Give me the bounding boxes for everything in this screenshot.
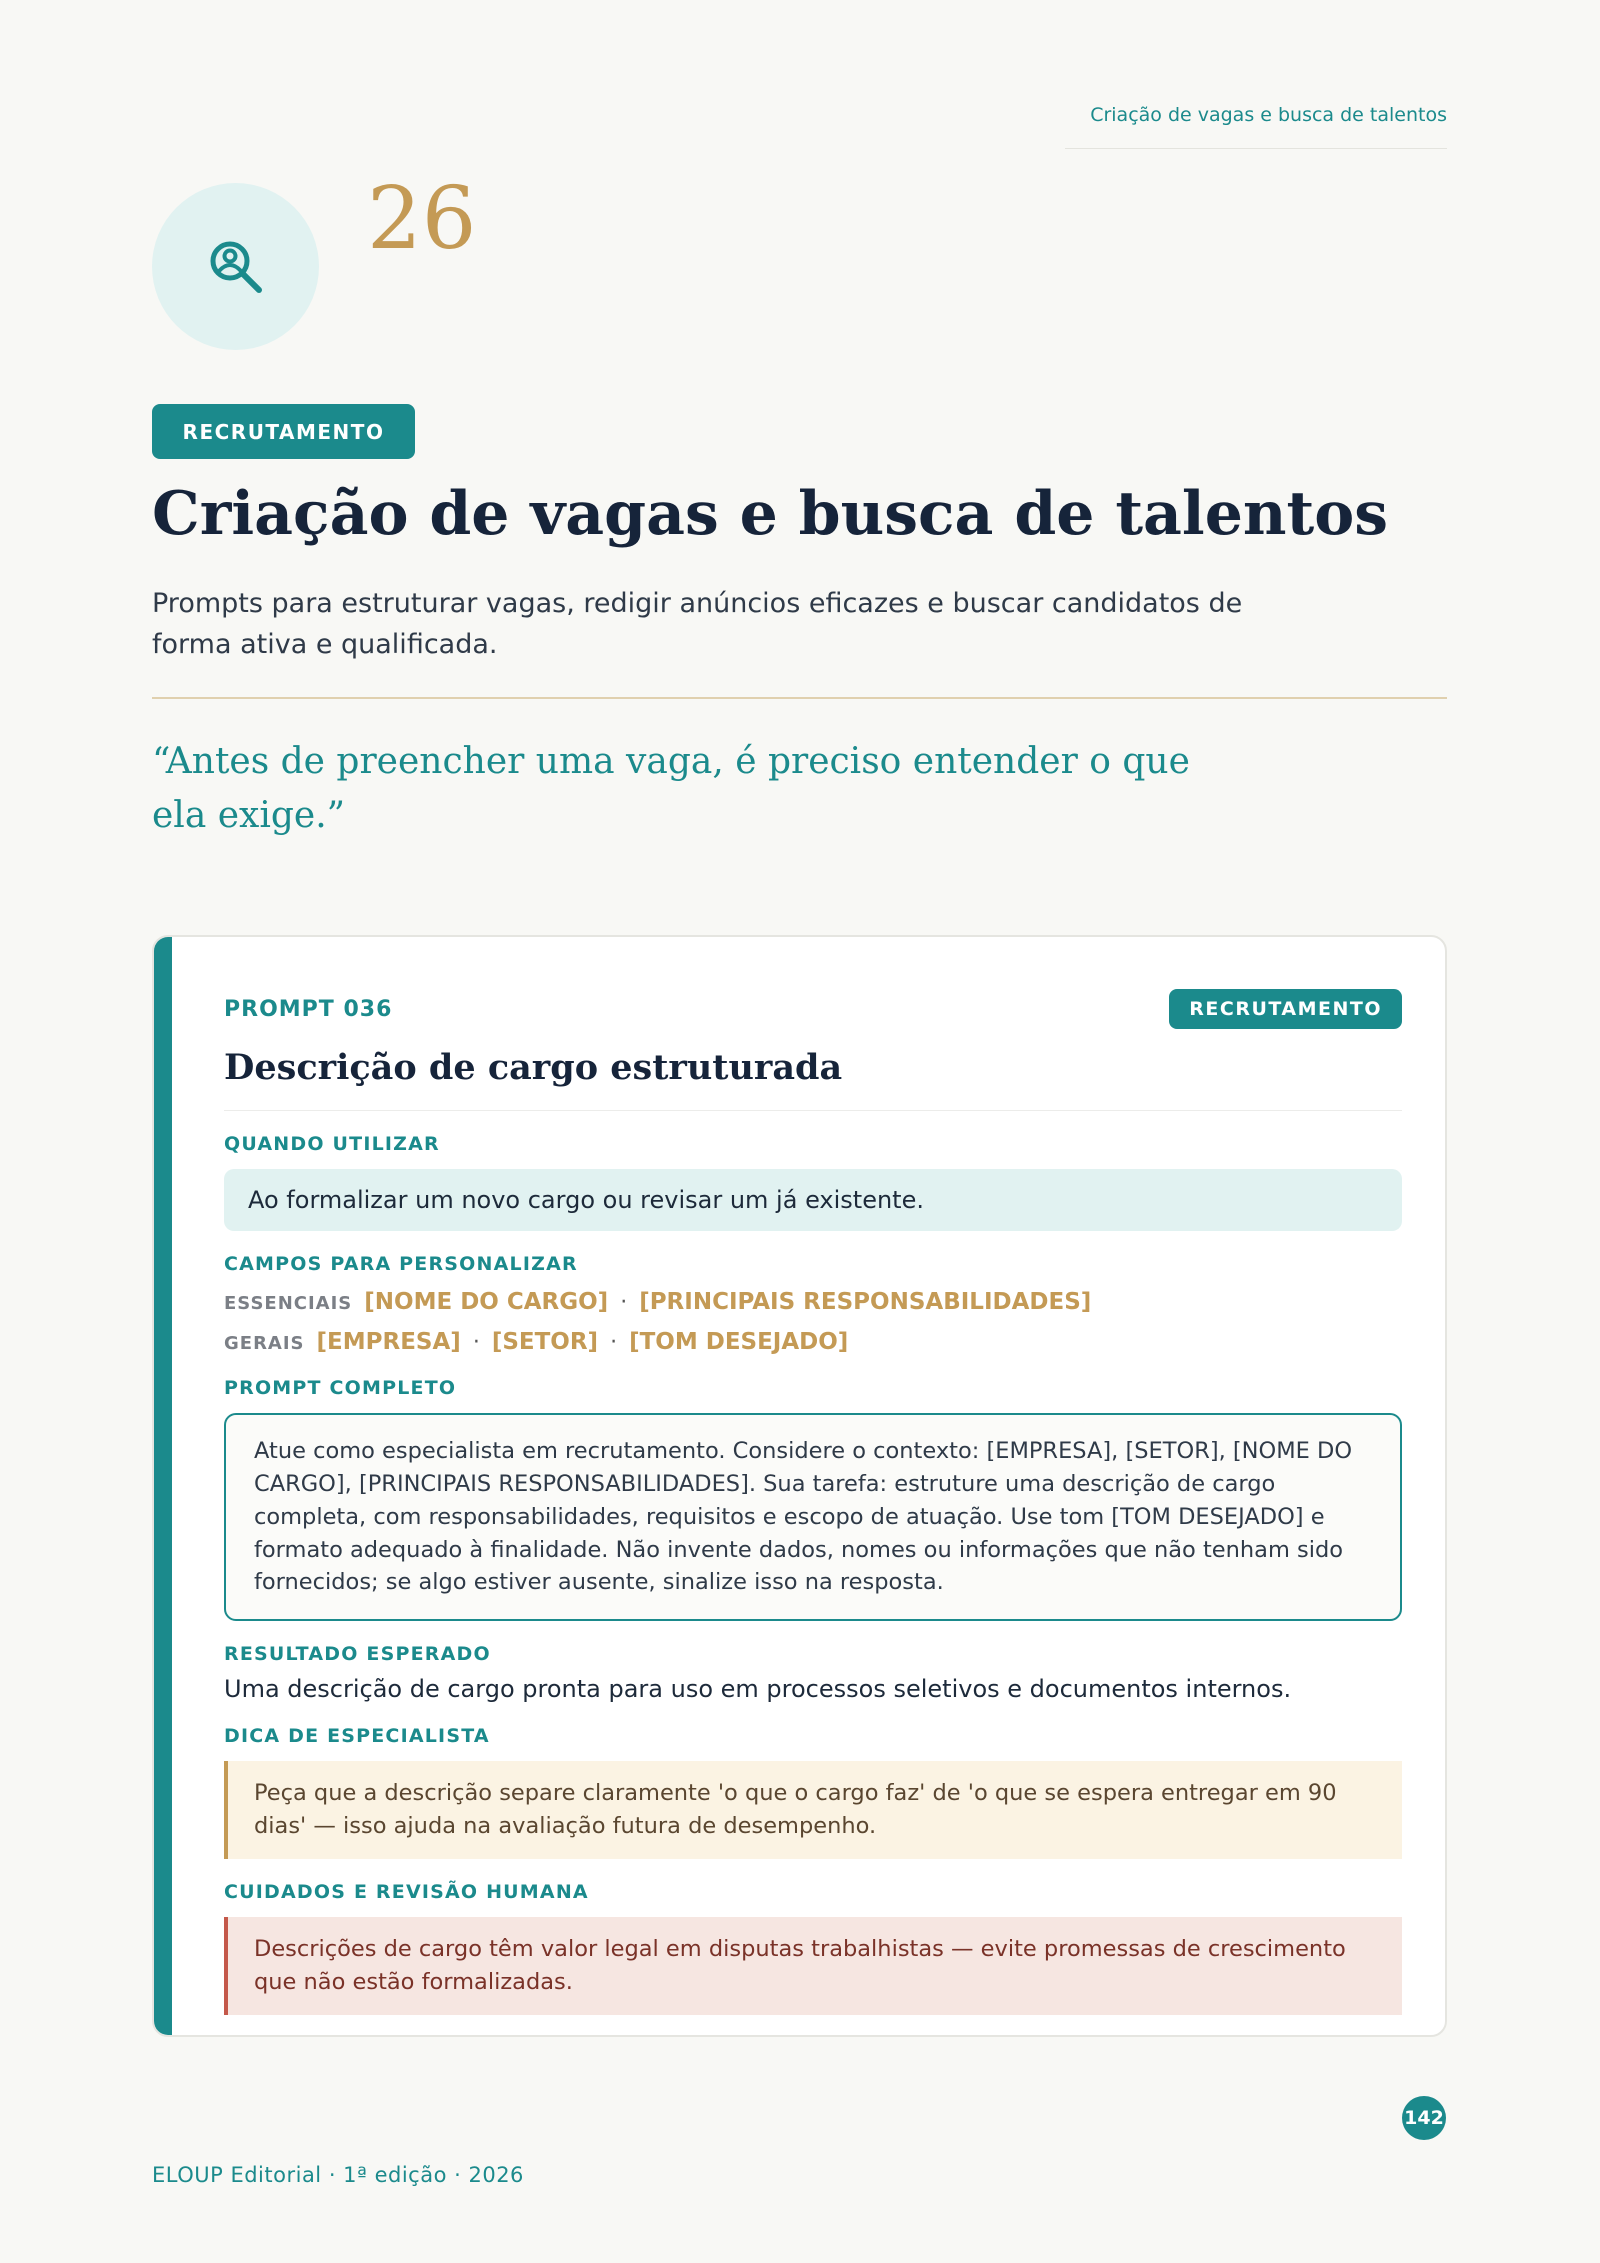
care-text: Descrições de cargo têm valor legal em disputas trabalhistas — evite promessas de crescimento que não estão formalizadas. [224, 1917, 1402, 2015]
card-accent-bar [154, 937, 172, 2035]
chapter-title: Criação de vagas e busca de talentos [152, 479, 1389, 549]
search-person-icon [204, 235, 268, 299]
field-empresa: [EMPRESA] [316, 1329, 461, 1355]
tip-text: Peça que a descrição separe claramente 'o que o cargo faz' de 'o que se espera entregar em 90 dias' — isso ajuda na avaliação futura de desempenho. [224, 1761, 1402, 1859]
fields-label: CAMPOS PARA PERSONALIZAR [224, 1253, 578, 1275]
section-divider [152, 697, 1447, 699]
page-number: 142 [1402, 2096, 1446, 2140]
essential-label: ESSENCIAIS [224, 1293, 353, 1314]
essential-fields-row [224, 1289, 1402, 1315]
chapter-number: 26 [367, 169, 477, 269]
field-separator: · [610, 1330, 618, 1355]
result-label: RESULTADO ESPERADO [224, 1643, 491, 1666]
prompt-id: PROMPT 036 [224, 996, 393, 1022]
footer-text: ELOUP Editorial · 1ª edição · 2026 [152, 2163, 524, 2187]
result-text: Uma descrição de cargo pronta para uso em processos seletivos e documentos internos. [224, 1675, 1292, 1704]
when-label: QUANDO UTILIZAR [224, 1133, 440, 1155]
chapter-quote: “Antes de preencher uma vaga, é preciso entender o que ela exige.” [152, 741, 1190, 836]
card-category-badge: RECRUTAMENTO [1169, 989, 1402, 1029]
field-setor: [SETOR] [491, 1329, 599, 1355]
field-principais-responsabilidades: [PRINCIPAIS RESPONSABILIDADES] [639, 1289, 1092, 1315]
category-badge: RECRUTAMENTO [152, 404, 415, 459]
field-separator: · [472, 1330, 480, 1355]
prompt-label: PROMPT COMPLETO [224, 1377, 457, 1399]
general-label: GERAIS [224, 1333, 305, 1354]
field-tom-desejado: [TOM DESEJADO] [629, 1329, 849, 1355]
chapter-icon-circle [152, 183, 319, 350]
prompt-text[interactable]: Atue como especialista em recrutamento. Considere o contexto: [EMPRESA], [SETOR], [NOME DO CARGO], [PRINCIPAIS RESPONSABILIDADES]. Sua tarefa: estruture uma descrição de cargo completa, com responsabilidades, requisitos e escopo de atuação. Use tom [TOM DESEJADO] e formato adequado à finalidade. Não invente dados, nomes ou informações que não tenham sido fornecidos; se algo estiver ausente, sinalize isso na resposta. [224, 1413, 1402, 1621]
running-head: Criação de vagas e busca de talentos [1065, 104, 1447, 149]
when-text: Ao formalizar um novo cargo ou revisar um já existente. [224, 1169, 1402, 1231]
chapter-subtitle: Prompts para estruturar vagas, redigir anúncios eficazes e buscar candidatos de forma ativa e qualificada. [152, 588, 1243, 660]
prompt-card [152, 935, 1447, 2037]
field-nome-do-cargo: [NOME DO CARGO] [364, 1289, 609, 1315]
care-label: CUIDADOS E REVISÃO HUMANA [224, 1880, 589, 1903]
prompt-title: Descrição de cargo estruturada [224, 1047, 1402, 1111]
general-fields-row [224, 1329, 1402, 1355]
field-separator: · [620, 1290, 628, 1315]
tip-label: DICA DE ESPECIALISTA [224, 1725, 490, 1748]
